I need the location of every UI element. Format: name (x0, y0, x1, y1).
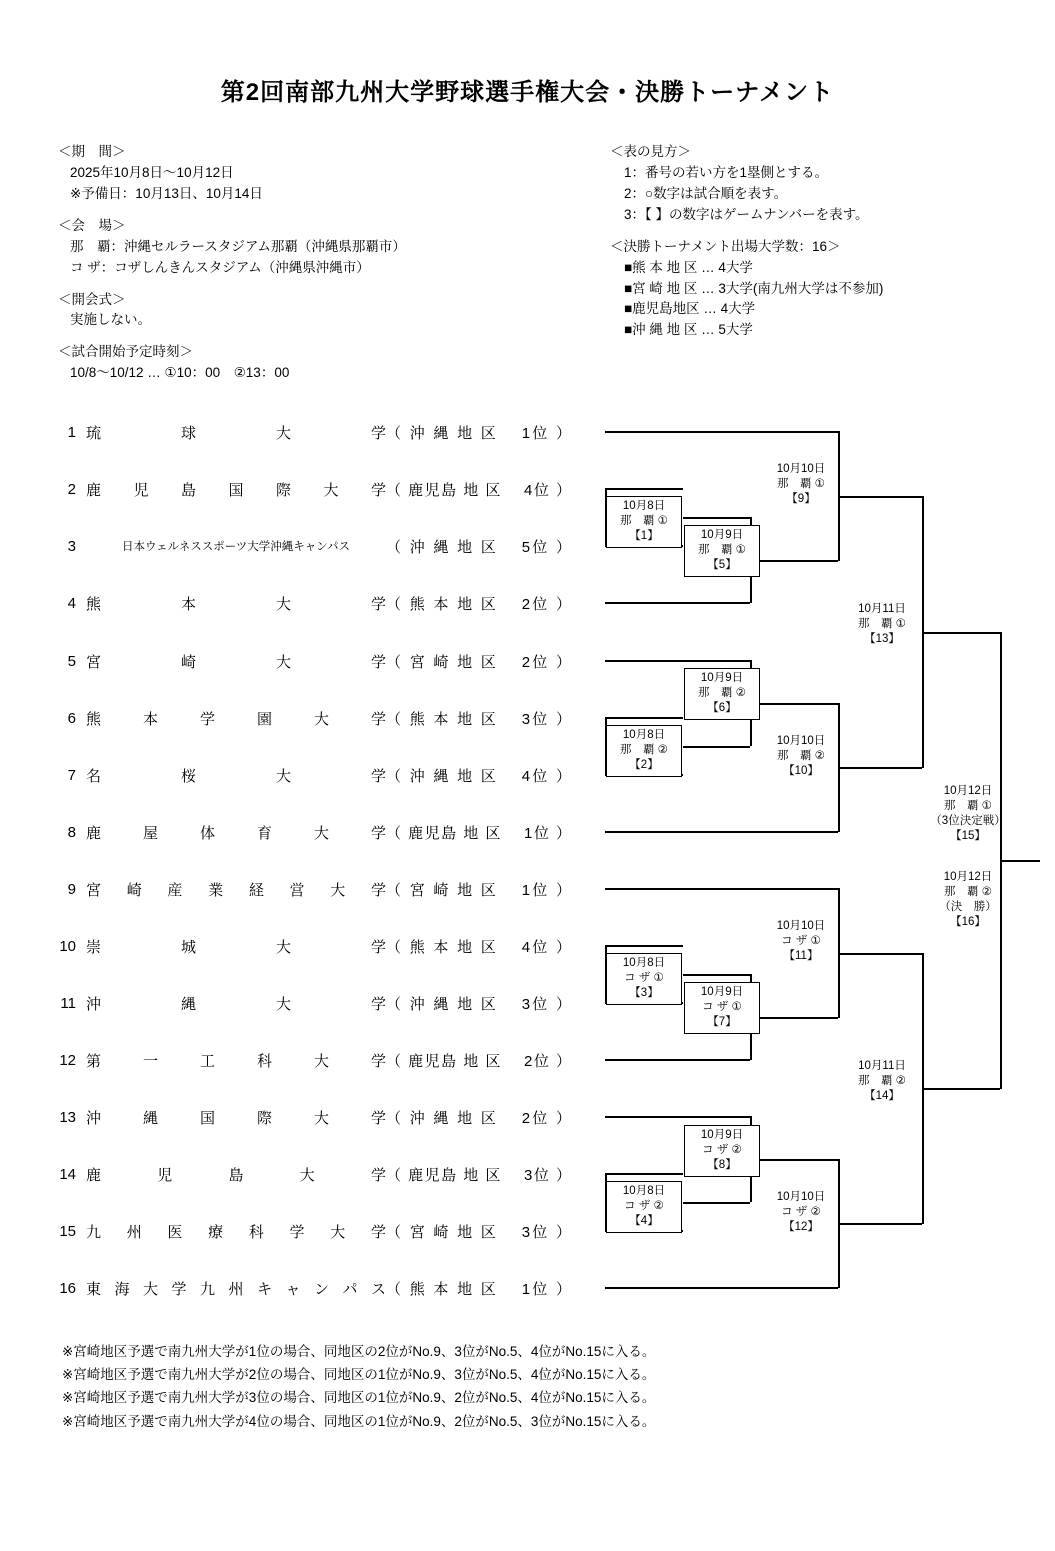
game-number: 【14】 (864, 1089, 900, 1102)
team-name: 沖 縄 大 学 (86, 995, 386, 1013)
starttime-header: ＜試合開始予定時刻＞ (58, 344, 193, 360)
game-box-15 (922, 782, 1014, 850)
game-date: 10月10日 (776, 463, 826, 475)
team-number: 2 (67, 480, 76, 498)
game-venue: 那 覇 ② (697, 686, 746, 699)
team-number: 16 (59, 1279, 76, 1297)
connector (605, 660, 750, 662)
team-number: 12 (59, 1051, 76, 1069)
team-region: （ 宮 崎 地 区 2位 ） (386, 653, 571, 671)
game-venue: コ ザ ① (781, 934, 821, 947)
team-region: （ 沖 縄 地 区 5位 ） (386, 538, 571, 556)
footnote-3: ※宮崎地区予選で南九州大学が3位の場合、同地区の1位がNo.9、2位がNo.5、4位がNo.15に入る。 (62, 1390, 656, 1406)
info-left-block (58, 142, 406, 384)
game-number: 【15】 (950, 829, 986, 842)
info-right-block (610, 142, 883, 341)
game-box-4 (606, 1181, 682, 1233)
team-name: 熊 本 大 学 (86, 595, 386, 613)
game-box-5 (684, 525, 760, 577)
team-number: 8 (67, 823, 76, 841)
team-number: 11 (60, 994, 76, 1012)
team-row-8 (50, 820, 571, 844)
connector (605, 1116, 750, 1118)
team-name: 琉 球 大 学 (86, 424, 386, 442)
game-date: 10月12日 (943, 785, 993, 797)
team-region: （ 鹿児島 地 区 3位 ） (386, 1166, 571, 1184)
game-date: 10月8日 (622, 729, 666, 741)
game-date: 10月9日 (700, 672, 744, 684)
legend-item-2: 2：○数字は試合順を表す。 (624, 185, 788, 201)
legend-header: ＜表の見方＞ (610, 144, 691, 159)
team-row-2 (50, 477, 571, 501)
team-region: （ 鹿児島 地 区 1位 ） (386, 824, 571, 842)
connector (752, 560, 838, 562)
game-number: 【5】 (707, 558, 737, 571)
team-row-4 (50, 591, 571, 615)
game-number: 【13】 (864, 632, 900, 645)
game-date: 10月9日 (700, 529, 744, 541)
game-box-14 (838, 1057, 926, 1111)
starttime-line-1: 10/8～10/12 … ①10：00 ②13：00 (70, 365, 290, 381)
game-venue: 那 覇 ① (619, 514, 668, 527)
team-name: 宮 崎 産 業 経 営 大 学 (86, 881, 386, 899)
game-number: 【12】 (783, 1220, 819, 1233)
team-name: 名 桜 大 学 (86, 767, 386, 785)
entry-header: ＜決勝トーナメント出場大学数：16＞ (610, 238, 841, 254)
connector (605, 602, 750, 604)
team-region: （ 熊 本 地 区 4位 ） (386, 938, 571, 956)
entry-item-3: ■鹿児島地区 … 4大学 (624, 301, 756, 317)
game-box-13 (838, 600, 926, 654)
team-name: 第 一 工 科 大 学 (86, 1052, 386, 1070)
game-date: 10月8日 (622, 957, 666, 969)
period-header: ＜期 間＞ (58, 144, 126, 159)
game-box-9 (757, 460, 845, 514)
game-number: 【11】 (783, 949, 819, 962)
connector (605, 717, 683, 719)
game-number: 【3】 (629, 986, 659, 999)
team-number: 14 (59, 1165, 76, 1183)
team-region: （ 熊 本 地 区 2位 ） (386, 595, 571, 613)
connector (752, 1159, 838, 1161)
connector (840, 496, 922, 498)
game-number: 【10】 (783, 764, 819, 777)
game-venue: コ ザ ② (781, 1205, 821, 1218)
team-number: 7 (67, 766, 76, 784)
venue-line-1: 那 覇：沖縄セルラースタジアム那覇（沖縄県那覇市） (70, 238, 406, 254)
team-row-16 (50, 1276, 571, 1300)
connector (683, 1202, 750, 1204)
team-number: 3 (67, 537, 76, 555)
venue-header: ＜会 場＞ (58, 217, 126, 233)
game-number: 【4】 (629, 1214, 659, 1227)
team-name: 崇 城 大 学 (86, 938, 386, 956)
team-region: （ 沖 縄 地 区 2位 ） (386, 1109, 571, 1127)
team-region: （ 宮 崎 地 区 1位 ） (386, 881, 571, 899)
game-date: 10月10日 (776, 1191, 826, 1203)
team-row-7 (50, 763, 571, 787)
game-box-10 (757, 732, 845, 786)
ceremony-header: ＜開会式＞ (58, 291, 126, 307)
team-name: 日本ウェルネススポーツ大学沖縄キャンパス (122, 541, 350, 553)
game-note: （3位決定戦） (930, 814, 1006, 827)
venue-line-2: コ ザ：コザしんきんスタジアム（沖縄県沖縄市） (70, 259, 370, 275)
connector (683, 746, 750, 748)
game-number: 【2】 (629, 758, 659, 771)
period-line-1: 2025年10月8日～10月12日 (70, 164, 234, 180)
team-number: 9 (67, 880, 76, 898)
game-venue: コ ザ ① (702, 1000, 742, 1013)
team-name: 宮 崎 大 学 (86, 653, 386, 671)
team-number: 1 (67, 423, 76, 441)
team-name: 九 州 医 療 科 学 大 学 (86, 1223, 386, 1241)
game-box-11 (757, 917, 845, 971)
footnote-2: ※宮崎地区予選で南九州大学が2位の場合、同地区の1位がNo.9、3位がNo.5、4位がNo.15に入る。 (62, 1367, 656, 1383)
game-box-2 (606, 725, 682, 777)
team-region: （ 宮 崎 地 区 3位 ） (386, 1223, 571, 1241)
team-number: 13 (59, 1108, 76, 1126)
team-region: （ 熊 本 地 区 1位 ） (386, 1280, 571, 1298)
team-region: （ 鹿児島 地 区 4位 ） (386, 481, 571, 499)
game-box-16 (922, 868, 1014, 936)
entry-item-1: ■熊 本 地 区 … 4大学 (624, 259, 753, 275)
game-date: 10月10日 (776, 735, 826, 747)
team-region: （ 沖 縄 地 区 3位 ） (386, 995, 571, 1013)
connector (840, 767, 922, 769)
team-name: 沖 縄 国 際 大 学 (86, 1109, 386, 1127)
game-note: （決 勝） (939, 900, 997, 913)
footnote-4: ※宮崎地区予選で南九州大学が4位の場合、同地区の1位がNo.9、2位がNo.5、3位がNo.15に入る。 (62, 1413, 656, 1429)
team-row-1 (50, 420, 571, 444)
connector (752, 1017, 838, 1019)
team-row-13 (50, 1105, 571, 1129)
team-row-12 (50, 1048, 571, 1072)
game-number: 【8】 (707, 1158, 737, 1171)
game-venue: 那 覇 ② (857, 1074, 906, 1087)
game-date: 10月8日 (622, 500, 666, 512)
ceremony-line-1: 実施しない。 (70, 312, 151, 328)
footnote-1: ※宮崎地区予選で南九州大学が1位の場合、同地区の2位がNo.9、3位がNo.5、4位がNo.15に入る。 (62, 1344, 656, 1359)
team-number: 10 (59, 937, 76, 955)
connector (683, 974, 750, 976)
game-venue: コ ザ ② (624, 1199, 664, 1212)
team-row-6 (50, 706, 571, 730)
team-name: 熊 本 学 園 大 学 (86, 710, 386, 728)
team-region: （ 沖 縄 地 区 1位 ） (386, 424, 571, 442)
game-box-8 (684, 1125, 760, 1177)
entry-item-2: ■宮 崎 地 区 … 3大学(南九州大学は不参加) (624, 280, 884, 296)
game-venue: 那 覇 ① (776, 477, 825, 490)
connector (605, 1059, 750, 1061)
page-title: 第2回南部九州大学野球選手権大会・決勝トーナメント (220, 79, 835, 106)
connector (1000, 860, 1040, 862)
connector (605, 488, 683, 490)
connector (605, 1287, 838, 1289)
game-venue: 那 覇 ② (619, 743, 668, 756)
team-name: 東 海 大 学 九 州 キ ャ ン パ ス (86, 1280, 386, 1298)
team-row-14 (50, 1162, 571, 1186)
game-date: 10月9日 (700, 986, 744, 998)
game-venue: 那 覇 ① (697, 543, 746, 556)
connector (923, 632, 1000, 634)
game-date: 10月10日 (776, 920, 826, 932)
team-number: 15 (59, 1222, 76, 1240)
team-row-3 (50, 534, 571, 558)
game-venue: 那 覇 ① (857, 617, 906, 630)
team-row-11 (50, 991, 571, 1015)
footnotes (62, 1340, 655, 1433)
game-number: 【6】 (707, 701, 737, 714)
team-row-15 (50, 1219, 571, 1243)
game-venue: 那 覇 ① (943, 799, 992, 812)
legend-item-3: 3：【 】の数字はゲームナンバーを表す。 (624, 206, 869, 222)
game-venue: コ ザ ② (702, 1143, 742, 1156)
game-box-12 (757, 1188, 845, 1242)
team-row-10 (50, 934, 571, 958)
game-venue: 那 覇 ② (776, 749, 825, 762)
team-row-5 (50, 649, 571, 673)
legend-item-1: 1：番号の若い方を1塁側とする。 (624, 164, 829, 180)
game-date: 10月11日 (858, 603, 906, 615)
team-number: 6 (67, 709, 76, 727)
game-number: 【1】 (629, 529, 659, 542)
team-row-9 (50, 877, 571, 901)
bracket (0, 402, 1055, 1322)
connector (605, 945, 683, 947)
game-box-7 (684, 982, 760, 1034)
team-region: （ 鹿児島 地 区 2位 ） (386, 1052, 571, 1070)
game-date: 10月9日 (700, 1129, 744, 1141)
connector (840, 1223, 922, 1225)
connector (605, 431, 838, 433)
connector (752, 703, 838, 705)
game-date: 10月8日 (622, 1185, 666, 1197)
connector (605, 831, 838, 833)
game-number: 【16】 (950, 915, 986, 928)
game-number: 【7】 (707, 1015, 737, 1028)
entry-item-4: ■沖 縄 地 区 … 5大学 (624, 322, 753, 338)
team-region: （ 熊 本 地 区 3位 ） (386, 710, 571, 728)
game-venue: 那 覇 ② (943, 885, 992, 898)
connector (840, 953, 922, 955)
game-box-1 (606, 496, 682, 548)
game-date: 10月12日 (943, 871, 993, 883)
game-date: 10月11日 (858, 1060, 906, 1072)
team-name: 鹿 屋 体 育 大 学 (86, 824, 386, 842)
team-name: 鹿 児 島 国 際 大 学 (86, 481, 386, 499)
period-line-2: ※予備日：10月13日、10月14日 (70, 185, 263, 201)
team-number: 5 (67, 652, 76, 670)
connector (683, 517, 750, 519)
connector (605, 1173, 683, 1175)
game-venue: コ ザ ① (624, 971, 664, 984)
team-region: （ 沖 縄 地 区 4位 ） (386, 767, 571, 785)
team-number: 4 (67, 594, 76, 612)
game-number: 【9】 (786, 492, 816, 505)
game-box-3 (606, 953, 682, 1005)
team-name: 鹿 児 島 大 学 (86, 1166, 386, 1184)
game-box-6 (684, 668, 760, 720)
connector (923, 1088, 1000, 1090)
connector (605, 888, 838, 890)
